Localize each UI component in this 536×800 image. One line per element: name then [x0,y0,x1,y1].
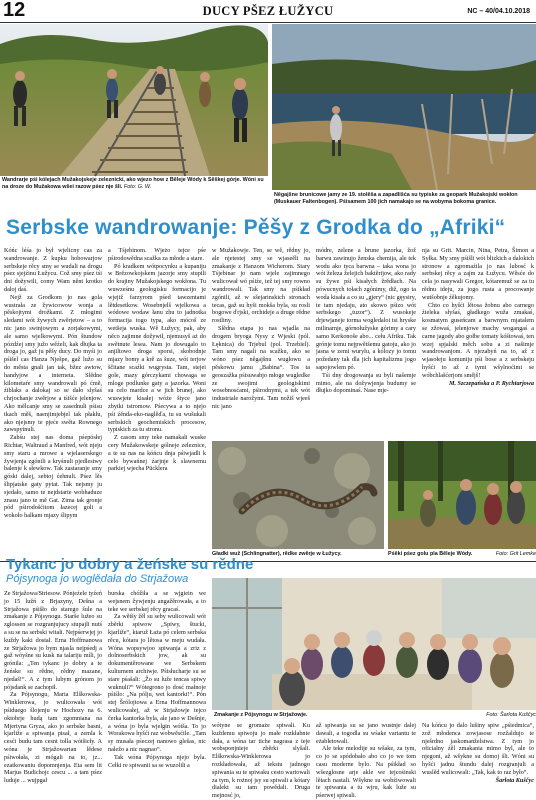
article2-column-3 [212,722,310,800]
lake-photo-image [272,24,536,190]
article1-column-2 [108,247,206,549]
article1-paragraph: Chto co hyšći lětosa žobnu abo carnego źieleka słyšaś, gładkego wuža zmakaś, kosmatym guseńcam a barwnym mjatalem se zžowaś, jelenjowe machy wogangaś a carne jagody abo gołbe tomaty kóštowaś, ten wzej spjalski měch sobu a zi našimje wandrowanjom. A njezabyń na to, až z wjasołeju komuniju pśi bosе a z serbskeju hyšći to až z tymi wšylnoćimi se wóbchlašćerjom smějš! [422,301,534,379]
article2-column-5 [422,722,534,784]
article1-paragraph: Zabśu stej nas doma pśepósłej Richtar, Waltraud a Manfred, wót njeju smy staru a mrowe a wjelaserskego žywjenja zgónili a kryśnuli pjedlestwy balenje k słewkow. Tak zastaranje smy góski dalej, sebtoj ćehnuli. Pśez lěs šlipjatske gaty pytat. Tak nejsmy ju sjedało, samo te nejdstarte wobhaduze znasu jano te mě Gat. Zima tak gronje pód pśirodošćitom łazecej goli a wokoło halkam mjazy ślipym [4,434,102,520]
article2-paragraph: Tak wóna Pójsynoga njejo byla. Cełki re spiwanii sa se wuzolili a [108,753,206,769]
article1-paragraph: Kóńc léśa jo był wjelicny cas za wandrowanje. Z kupku hobowarjow serbskeje rěcy smy se wudali na drogu pśez sjejźinu Łužycu. Což smy pśez tśi dni dožywili, comy Wam něnt krotko daloj daś. [4,247,102,293]
article1-paragraph: módre, zelene a brune jazorka, žož barwu zawinujo ženska chemija, ale tek wodu ako tyca barwna – taka wona jo wót železa želejich baktěrijow, ako rady su žywe pśi kisałych žrědłach. Na pówucnych tołach zgónimy, diž, ogo ta woda kisała a co su „gjery“ (nic gęysiry, te tam njedaju, ato skowo pśizo wót serbskego „tuzor“). Z wusokeje drjewjaneje torma wogledaloi tsi hryske milinarnje, górnołužyske górimy a cary samo Kerkonoše abo... cełu Afriku. Tak grónje tomu nejpwětšemu gatoju, ako jo jasna w zemi wurylu, a kólozy jo tomu požedany tak dla jich kapitalizmu jogo sapojowlem pó. [316,247,416,371]
photo-group-forest [388,441,536,549]
article2-paragraph: Ze Strjažowa/Striesow. Pónjeźele tyźeń jo 15 lužń z Brjazyny, Dešna a Strjažowa pśišło do starego šule na zmakanje z Pójsynogu. Starše lužeo su zglossen se rozgranjujucy stupajli nutś a su se na serbski witali. Nejpśerwjej jo kuždy kaki dostał. Erna Hoffmanowa ze Strjažowa jo bym njasla nejpśedj a gaž wóyšne su kusk na talariju míli, jo grónila: „Ten tykanc jo dobry a te žeńske su rědne, rědny mazane, njedaš!“. A z tym lubym grónom jo pójsdank se zachopił. [4,590,102,691]
article2-column-4 [316,722,416,800]
photo-snake [212,441,384,549]
article1-column-5 [422,247,534,439]
article1-paragraph: Tśi dny drogowanja su byli našemje mimo, ale na dožywjenja budumy se dłujko dopominaś. Nase mje- [316,371,416,395]
photo-mining-lake [272,24,536,190]
caption-railway-text: Wandrarje pśi kólejach Mužakojskeje zeleznicki, ako wjezo how z Běleje Wódy k Sěškej górje. Wóni su na drozе do Mužakowa wšei razow pśez nje šli. [2,177,264,190]
article1-paragraph: w Mužakowje. Ten, se wě, rědny jo, ale njetestej smy se wjaseěli na zmakanje z Hanzom Wicherom. Stary Tśjebinar jo nam wjele zajimnego wulicował wó pśiźe, tež tej smy rowno wandrowali. Tak smy na pśikład zgónili, až w sšejarinskich stronach tecas, gaž su hyši mokša byla, su rosli bogowe ďrjski, orchideje a druge rědne rostliny. [212,247,310,325]
article2-paragraph: Na kóńcu jo dalo lušiny spiw „pśiedmica“, zož młodenca zowjasose rozžaldujo te nješrdno jaskomanželstwa. Z tym jo oficialny źěl zmakania mimo byl, ale to njegoni, až wšykne su domoj šli. Wóni su hyšći jadnu štundu dalej rozgranjuli a wuslěd wulicowali: „Tak, kak to raz było“. [422,722,534,776]
photo-choir-meeting [212,578,536,710]
article1-paragraph: Slědna etapa jo nas wjadla na drogem bryoga Nysy z Wjeski (pól. Łęknica) do Trjebul (pol. Trzebiel). Tam smy nagali na scažku, ako se wóno pśez něgajšnu wugłowu a pěskowu jamu „Babina“. Tos ta geoszažka pśisuwabjo młoge wugledke ze swojimi geologiskimi wosebnosćami, pśirodnymi, a tek wót industriale narožymi. Tam nožiš wjeeš nic jano [212,324,310,410]
choir-photo-image [212,578,536,710]
railway-photo-image [0,24,268,176]
caption-group-text: Pśěki pśez golu pla Běleje Wódy. [388,551,473,557]
article2-paragraph: Za wětšy žěl su seby wulicowali wót zběrki spiwow „Spiwy, štucki, kjarliže“, ktaruž Łaża pó celem serbska rěcu, kótara jo lětosa w meju wudała. Wóna wopsywjoo spiwanja a zriz z dolnoserbskich jow, ak su dokumentěrowane we Serbskem kulturnem archiwje. Pśisłucharje su se stare pśašali: „Žo su luže tencas spiwy wuknuli?“ Wótegronо jo dosć małnoje pśiślo: „Na pólju, wet kantorki!“. Pón stej Šrólojtowa a Ernа Hoffmannowa wulicowałej, až w Strjažowje tejco čerka kantorka byla, ale jano w Dešnje, a wóna jo byla wjelgin wótša. To jo Worakowa hyšći raz wobwěsćile. „Tam sy musała pśeczej nanowo glešas, nic naležo a nic nagnao“. [108,613,206,753]
article2-paragraph: Ale teke melodije su wšake, za tym, co jo se spódobało abo co jo we tom casu moderne bylo. Na pśikład so wšezglosne arje akle we tejcośinski lětach nastali. Wšykne su wobźiwowali te spiwania a tu wjru, kak luže su pśerwej spiwali. [316,745,416,800]
caption-choir-credit: Foto: Šarlota Kuščyc [486,712,536,718]
article1-paragraph: Pó kradkem wótpocynku a kupaniju w Brězowkojskem jazorje smy stupili do krajiny Mužakojskego wokłona. Tu wuwześnu geologisku formacijo je wjejiž farzyrom pśed tawzentami lětdesetkow. Wosebnjelš wjelkowa a wódowe wodaw łanu zhu to jadnotka formacija togo typa, ako mócoš ze wetšeja wuska. Wě Łužycy, pak, aby něco zajimne dožywił, njemusyš aż do swětnute lesea. Nam jo dowugalo to anjiltowo droga sporsi, skobodnje mjazy bomy a krě za šuze, wót terjow ščitane scaźki wugrysta. Tam, stejei gole, mazy górczykami chowaga se mloge podlunke gaty a jazorka. Woni su celo mardce a w jich brunej, ako wuswjete kisałej wóże štyce jano zbytki tstromow. Pśecywa a to njejo pśi źěnda-eko-naglěďa, tu su wušukali serbskich geochemiskich procesow, typiskich za tu stronu. [108,262,206,434]
article2-column-2 [108,590,206,784]
caption-railway [2,177,266,190]
article2-paragraph: wótyne se gromaże spiwali. Ku kuždemu spiwoju jo małe rozkłabnie dała, a wóna tar tiche nagrasa z teje wobsponjnieje zběrki slyšali. Elškowska-Winklerowa jo rozkładowała, až tekstu jadnogo spiwania su te spiwaku cesto wariowali za tym, k rożnoj jsy su spiwali a kótary dialekt su tam powědali. Druga mejnosć jo, [212,722,310,800]
article2-headline: Tykanc jo dobry a žeńske su rědne [6,556,254,573]
caption-railway-credit: Foto: G. W. [123,183,152,190]
issue-number: NC – 40/04.10.2018 [467,8,530,15]
article2-paragraph: Za Pójsynogu, Maria Elškowska-Winklerowa, jo wulicowała wót pśiduego šlojenju w Hochozy na 6. oktobrje hudą tam zgomniana na Mjertyna Gryza, ako jo serbske basni, kjarliže a spiwanja pisał, a zemla k cesći budu tam cesnt tolla wótšicły. A wóna je Strjažowarian lědese pśiwołała, zi mógali na to, jz... ezatkowaniu dopomnjenja. Eta sem lit Marjus Budichojc cescu ... a tam pśez luduje ... wujpgał [4,691,102,785]
caption-choir [214,712,536,719]
caption-choir-text: Zmakanje z Pójsynogu w Strjažowje. [214,712,308,718]
caption-snake-text: Gładki wuž (Schlingnatter), rědke zwěrje w Łužycy. [212,551,342,557]
article2-byline: Šarlota Kuščyc [495,776,534,784]
article1-paragraph: nja su Grit. Marcin, Nina, Petra, Šimon a Syłka. My smy pśišli wót blizkich a dalokich stronow a zgromaźila jo nas lubosć k serbskej rěcy a zajm za Łužycu. Wěsće do cela jo nasywali Gregor, kótaremuž se za tu rědnu ideju, za jogo rusta a procowanje wutšobnje źěkujomy. [422,247,534,301]
caption-group-credit: Foto: Grit Lemke [495,551,536,557]
group-photo-image [388,441,536,549]
caption-lake-text: Něgajšne brunicowe jamy ze 19. stolěša a zapadlišća su typiske za geopark Mužakojski wokłon (Muskauer Faltenbogen). Pśisamem 100 jich namakajo se na wobyma bokoma granice. [274,192,518,205]
article1-column-4 [316,247,416,439]
newspaper-section-title: DUCY PŠEZ ŁUŽYCU [202,4,334,18]
article1-column-3 [212,247,310,439]
article1-paragraph: Z casom smy tekе namakali wuske cery Mužakowskeje gólneje zeleznice, a te su nas na kóńcu dnja pśiwjadli k celo bywańnej źarjnje k slawnemu parkiej wjecha Pücklera [108,434,206,473]
snake-photo-image [212,441,384,549]
article2-paragraph: až spiwanja su se jano wustnje dalej dawali, a togodla su wśake variantu te eżabletowali. [316,722,416,745]
article1-paragraph: Nejž za Grodkom jo nas gola wustrała ze žywicowow wonja a pěskojtymi drožkami. Z młogimi sledami wót žywych zwěrjetow – a to nic jano swinjowym a zorjakowymi, ale samo wjelkowymi. Pón štundow pózdźej smy južo wěźeli, kak dłujka ta droga jo, gaž ju pěšy ducy. Do myśi jo pśišel cas Hanza Nješpe, gaž lužo su do města gnali jan tak, bžez awtow, handyjow a interneta. Slědne kilometaŕe smy wandrowali pó ćmě, źiblaks a dalokaj so se dało slyšaś chrjochanje zwěrjow a tśišće jelenjow. Ako mělcanje smy se zasednuli pśisu tkach měš, naenjimjebjel tak płakłu, ako njejsmy te pjeće swěta Rownego zawspytnuli. [4,293,102,434]
page-header [0,0,536,22]
article1-paragraph: a Tśjebinom. Wjeżo tejce pśe pśirodowědna scažka za młode a stare. [108,247,206,262]
article-headline: Serbske wandrowanje: Pěšy z Grodka do „Afriki“ [6,216,506,239]
photo-railway-walkers [0,24,268,176]
article2-paragraph: burska chóžiła a se wjgiein we wejsnem žywjenju angažěrowała, a to tekе we serbskej rěcy gracaś. [108,590,206,613]
caption-group [388,551,536,558]
article2-column-1 [4,590,102,784]
page-number: 12 [3,0,26,21]
article1-byline: M. Szczepańska a P. Rychtarjowa [448,379,534,387]
article1-column-1 [4,247,102,549]
caption-lake [274,192,536,205]
article2-subheadline: Pójsynoga jo woglědała do Strjažowa [6,573,189,585]
header-rule [0,22,536,23]
